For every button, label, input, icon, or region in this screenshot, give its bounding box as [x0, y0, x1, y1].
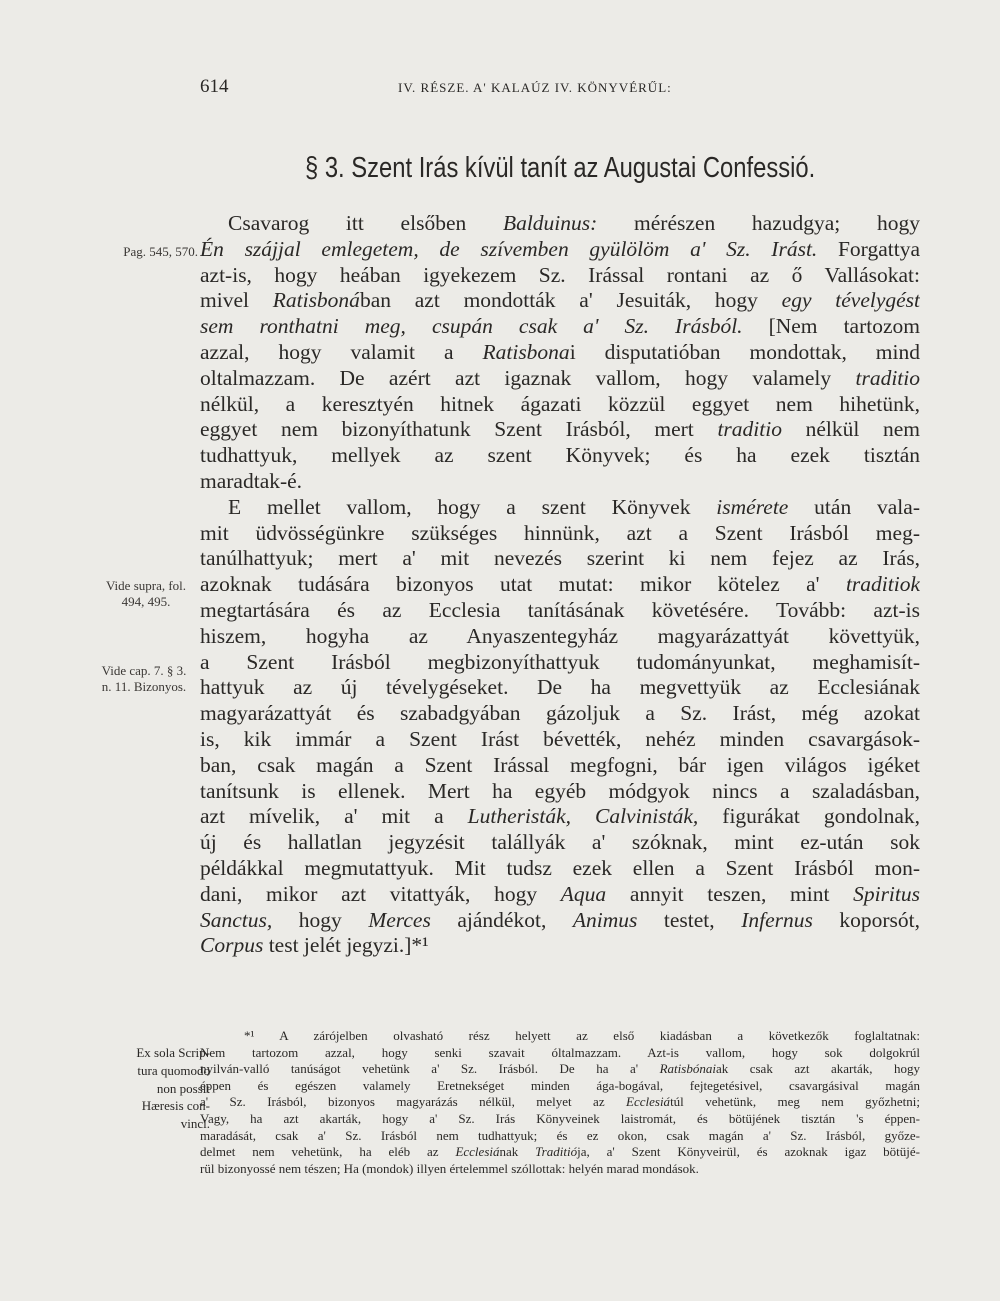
text-line: új és hallatlan jegyzésit talállyák a' szóknak, mint ez-után sok — [200, 830, 920, 855]
text-line: mivel Ratisbonában azt mondották a' Jesuiták, hogy egy tévelygést — [200, 288, 920, 313]
footnote-line: nyilván-valló tanúságot vehetünk a' Sz. Irásból. De ha a' Ratisbónaiak csak azt akarták, hogy — [200, 1061, 920, 1077]
main-text — [200, 211, 920, 959]
section-heading — [200, 152, 920, 185]
footnote-margin-line: tura quomodo — [137, 1062, 210, 1078]
text-line: példákkal megmutattyuk. Mit tudsz ezek ellen a Szent Irásból mon- — [200, 855, 920, 880]
footnote-line: éppen és egészen valamely Eretnekséget minden ága-bogával, fejtegetésivel, csavargásival magán — [200, 1077, 920, 1093]
text-line: hattyuk az új tévelygéseket. De ha megvettyük az Ecclesiának — [200, 675, 920, 700]
text-line: azzal, hogy valamit a Ratisbonai disputatióban mondottak, mind — [200, 339, 920, 364]
text-line: a Szent Irásból megbizonyíthattyuk tudományunkat, meghamisít- — [200, 649, 920, 674]
text-line: sem ronthatni meg, csupán csak a' Sz. Irásból. [Nem tartozom — [200, 314, 920, 339]
footnote — [200, 1028, 920, 1177]
text-line: azt mívelik, a' mit a Lutheristák, Calvinisták, figurákat gondolnak, — [200, 804, 920, 829]
footnote-line: Nem tartozom azzal, hogy senki szavait óltalmazzam. Azt-is vallom, hogy sok dolgokrúl — [200, 1044, 920, 1060]
text-line: Én szájjal emlegetem, de szívemben gyülölöm a' Sz. Irást. Forgattya — [200, 236, 920, 261]
footnote-margin-line: Ex sola Scrip- — [136, 1045, 210, 1060]
text-line: azoknak tudására bizonyos utat mutat: mikor kötelez a' traditiok — [200, 572, 920, 597]
page-number: 614 — [200, 76, 229, 97]
text-line: ban, csak magán a Szent Irással megfogni, bár igen világos igéket — [200, 752, 920, 777]
text-line: megtartására és az Ecclesia tanításának követésére. Tovább: azt-is — [200, 597, 920, 622]
footnote-line: rül bizonyossé nem tészen; Ha (mondok) illyen értelemmel szóllottak: helyén marad mondások. — [200, 1160, 699, 1176]
section-heading-text: § 3. Szent Irás kívül tanít az Augustai Confessió. — [304, 152, 816, 184]
text-line: tanúlhattyuk; mert a' mit nevezés szerint ki nem fejez az Irás, — [200, 546, 920, 571]
text-line: tanítsunk is ellenek. Mert ha egyéb módgyok nincs a szaladásban, — [200, 778, 920, 803]
margin-note-pag: Pag. 545, 570. — [123, 244, 198, 259]
text-line: nélkül, a keresztyén hitnek ágazati közzül eggyet nem hihetünk, — [200, 391, 920, 416]
text-line: eggyet nem bizonyíthatunk Szent Irásból, mert traditio nélkül nem — [200, 417, 920, 442]
text-line: tudhattyuk, mellyek az szent Könyvek; és ha ezek tisztán — [200, 443, 920, 468]
running-title: IV. RÉSZE. A' KALAÚZ IV. KÖNYVÉRŰL: — [398, 80, 672, 95]
footnote-margin-line: non possit — [156, 1080, 210, 1096]
footnote-margin-note — [88, 1044, 210, 1133]
text-line: oltalmazzam. De azért azt igaznak vallom, hogy valamely traditio — [200, 365, 920, 390]
text-line: magyarázattyát és szabadgyában gázoljuk a Sz. Irást, még azokat — [200, 701, 920, 726]
text-line: Csavarog itt elsőben Balduinus: mérészen hazudgya; hogy — [228, 211, 920, 235]
text-line: maradtak-é. — [200, 468, 303, 493]
text-line: azt-is, hogy heában igyekezem Sz. Irással rontani az ő Vallásokat: — [200, 262, 920, 287]
text-line: Sanctus, hogy Merces ajándékot, Animus testet, Infernus koporsót, — [200, 907, 920, 932]
text-line: dani, mikor azt vitattyák, hogy Aqua annyit teszen, mint Spiritus — [200, 881, 920, 906]
text-line: Corpus test jelét jegyzi.]*¹ — [200, 933, 429, 958]
text-line: hiszem, hogyha az Anyaszentegyház magyarázattyát követtyük, — [200, 623, 920, 648]
footnote-margin-line: vinci. — [180, 1116, 210, 1132]
text-line: is, kik immár a Szent Irást bévették, nehéz minden csavargások- — [200, 726, 920, 751]
footnote-line: a' Sz. Irásból, bizonyos magyarázás nélkül, melyet az Ecclesiátúl vehetünk, meg nem győzhetni; — [200, 1094, 920, 1110]
footnote-line: delmet nem vehetünk, ha eléb az Ecclesiának Traditiója, a' Szent Könyveirül, és azoknak igaz bötüjé- — [200, 1144, 920, 1160]
footnote-line: *¹ A zárójelben olvasható rész helyett az első kiadásban a következők foglaltatnak: — [244, 1028, 920, 1043]
margin-note-vide-supra: Vide supra, fol. 494, 495. — [105, 578, 187, 609]
footnote-margin-line: Hæresis con- — [141, 1098, 210, 1114]
text-line: mit üdvösségünkre szükséges hinnünk, azt a Szent Irásból meg- — [200, 520, 920, 545]
footnote-line: Vagy, ha azt akarták, hogy a' Sz. Irás Könyveinek laistromát, és bötüjének tisztán 's éppen- — [200, 1110, 920, 1126]
margin-note-vide-cap: Vide cap. 7. § 3. n. 11. Bizonyos. — [101, 663, 187, 694]
text-line: E mellet vallom, hogy a szent Könyvek ismérete után vala- — [228, 494, 920, 519]
page-header — [200, 76, 920, 100]
footnote-line: maradását, csak a' Sz. Irásból nem tudhattyuk; és ez okon, csak magán a' Sz. Irásból, győze- — [200, 1127, 920, 1143]
